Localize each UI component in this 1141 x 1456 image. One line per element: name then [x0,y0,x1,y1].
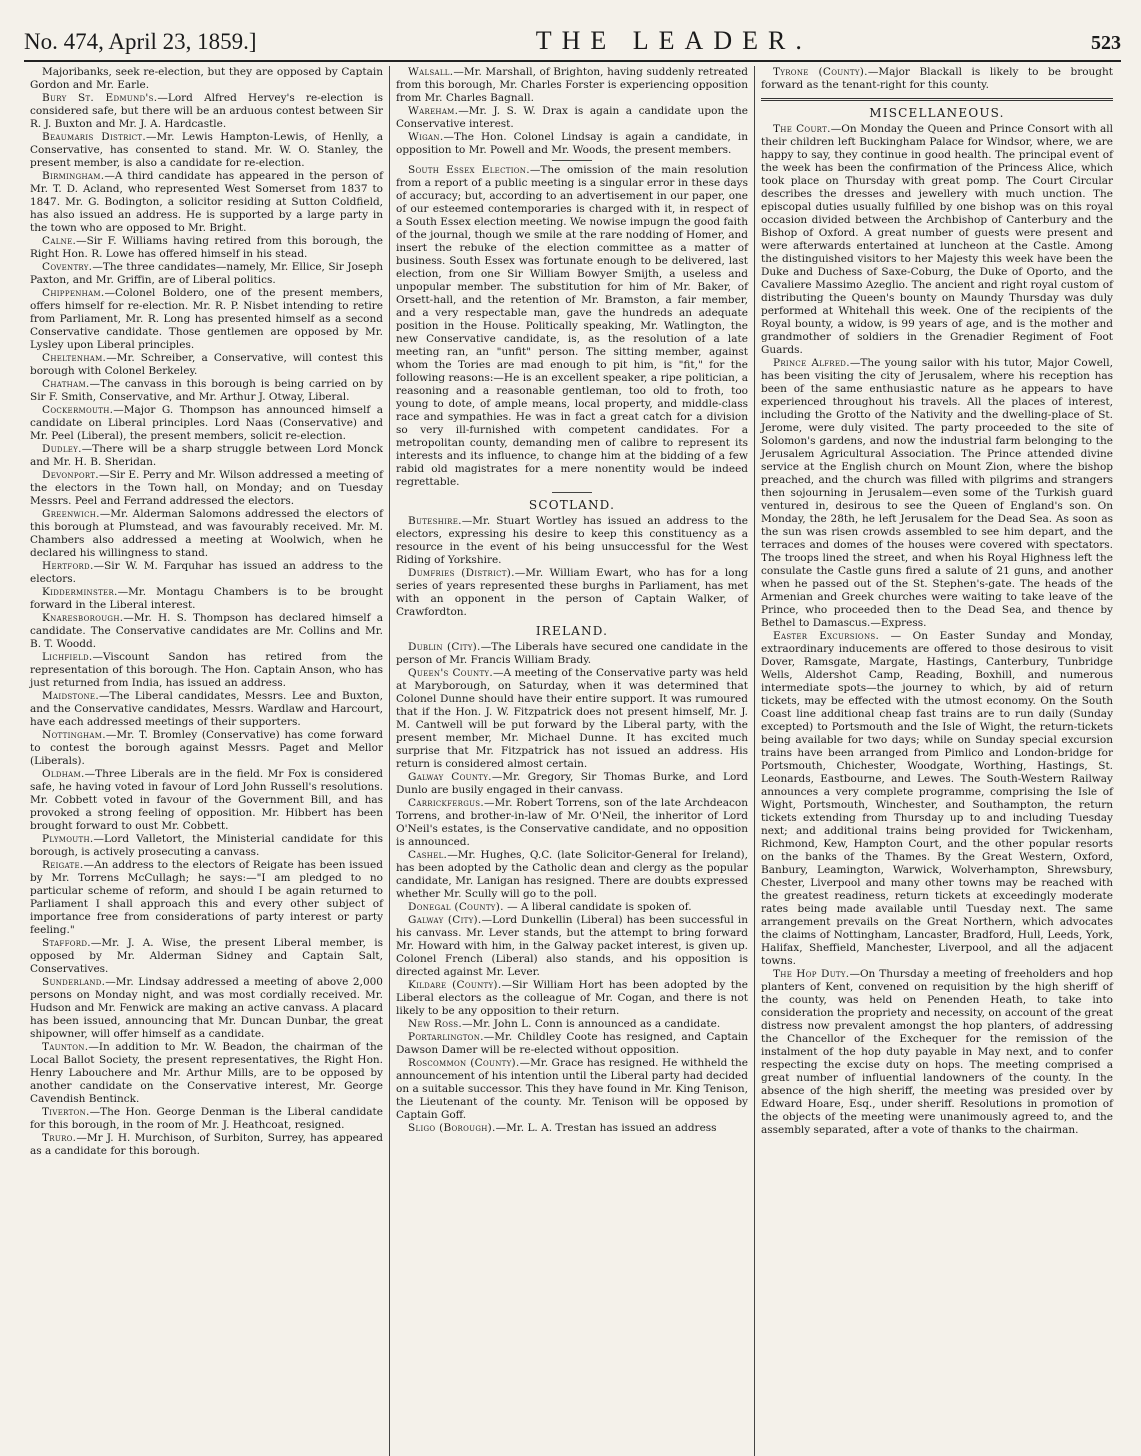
article-lead: Stafford. [42,937,91,949]
article-list [396,66,748,157]
article-body: —The young sailor with his tutor, Major Cowell, has been visiting the city of Jerusalem, where his reception has been of the same enthusiastic nature as he appears to have experienced throughout his travels. All the places of interest, including the Grotto of the Nativity and the dwelling-place of St. Jerome, were duly visited. The party proceeded to the site of Solomon's gardens, and now the industrial farm belonging to the Jerusalem Agricultural Association. The Prince attended divine service at the English church on Mount Zion, where the bishop preached, and the church was filled with pilgrims and strangers then sojourning in Jerusalem—even some of the Turkish guard ventured in, desirous to see the Queen of England's son. On Monday, the 28th, he left Jerusalem for the Dead Sea. As soon as the sun was risen crowds assembled to see him depart, and the terraces and domes of the houses were covered with spectators. The troops lined the street, and when his Royal Highness left the consulate the Castle guns fired a salute of 21 guns, and another when he passed out of the St. Stephen's-gate. The heads of the Armenian and Greek churches were waiting to take leave of the Prince, who proceeded then to the Dead Sea, and thence by Bethel to Damascus.—Express. [761,357,1113,629]
article-lead: Wigan. [408,131,444,143]
column-1 [24,66,389,1456]
article-paragraph [396,105,748,131]
article-body: —Mr. Stuart Wortley has issued an address to the electors, expressing his desire to keep this constituency as a resource in the event of his being unsuccessful for the West Riding of Yorkshire. [396,515,748,566]
article-paragraph [30,469,383,508]
article-paragraph [30,352,383,378]
article-body: —Mr. T. Bromley (Conservative) has come forward to contest the borough against Messrs. Paget and Mellor (Liberals). [30,729,383,767]
article-paragraph [761,630,1113,968]
article-paragraph [396,667,748,771]
article-paragraph [30,937,383,976]
article-lead: Roscommon (County). [408,1057,520,1069]
article-list [396,641,748,1135]
article-lead: Tiverton. [42,1106,90,1118]
article-lead: Prince Alfred. [773,357,850,369]
article-lead: Dublin (City). [408,641,481,653]
article-body: —Sir W. M. Farquhar has issued an address to the electors. [30,560,383,585]
article-lead: Carrickfergus. [408,797,485,809]
article-body: —The Hon. George Denman is the Liberal candidate for this borough, in the room of Mr. J. Heathcoat, resigned. [30,1106,383,1131]
article-paragraph [30,560,383,586]
article-body: —On Monday the Queen and Prince Consort with all their children left Buckingham Palace for Windsor, where, we are happy to say, they continue in good health. The principal event of the week has been the confirmation of the Princess Alice, which took place on Thursday with great pomp. The Court Circular describes the dresses and jewellery with much unction. The episcopal duties usually fulfilled by one bishop was on this royal occasion divided between the Archbishop of Canterbury and the Bishop of Oxford. A great number of guests were present and were afterwards entertained at luncheon at the Castle. Among the distinguished visitors to her Majesty this week have been the Duke and Duchess of Saxe-Coburg, the Duke of Oporto, and the Cavaliere Massimo Azeglio. The ancient and right royal custom of distributing the Queen's bounty on Maundy Thursday was duly performed at Whitehall this week. One of the recipients of the Royal bounty, a widow, is 99 years of age, and is the mother and grandmother of soldiers in the Grenadier Regiment of Foot Guards. [761,123,1113,356]
article-body: —The Liberals have secured one candidate in the person of Mr. Francis William Brady. [396,641,748,666]
article-paragraph [396,914,748,979]
divider [552,492,592,493]
article-lead: Easter Excursions. [773,630,880,642]
article-body: —Mr. L. A. Trestan has issued an address [495,1122,717,1134]
article-body: —Mr. Grace has resigned. He withheld the announcement of his intention until the Liberal party had decided on a suitable successor. This they have found in Mr. King Tenison, the Lieutenant of the county. Mr. Tenison will be opposed by Captain Goff. [396,1057,749,1121]
columns [24,66,1121,1456]
article-paragraph [30,287,383,352]
article-body: — On Easter Sunday and Monday, extraordinary inducements are offered to those desirous to visit Dover, Ramsgate, Margate, Hastings, Canterbury, Tunbridge Wells, Aldershot Camp, Reading, Boxhill, and numerous intermediate spots—the journey to which, by aid of return tickets, may be effected with the utmost economy. On the South Coast line additional cheap fast trains are to run daily (Sunday excepted) to Portsmouth and the Isle of Wight, the return-tickets being available for two days; while on Sunday special excursion trains have been arranged from Pimlico and London-bridge for Portsmouth, Chichester, Woodgate, Worthing, Hastings, St. Leonards, Eastbourne, and Lewes. The South-Western Railway announces a very complete programme, comprising the Isle of Wight, Portsmouth, Winchester, and Southampton, the return tickets extending from Thursday up to and including Tuesday next; and additional trains being provided for Twickenham, Richmond, Kew, Hampton Court, and the other popular resorts on the banks of the Thames. By the Great Western, Oxford, Banbury, Leamington, Warwick, Wolverhampton, Shrewsbury, Chester, Liverpool and many other towns may be reached with the greatest readiness, return tickets at exceedingly moderate rates being made available until Tuesday next. The same arrangement prevails on the Great Northern, which advocates the claims of Nottingham, Lancaster, Bradford, Hull, Leeds, York, Halifax, Sheffield, Manchester, Liverpool, and all the adjacent towns. [761,630,1113,967]
article-paragraph [396,849,748,901]
article-lead: The Hop Duty. [773,968,850,980]
article-paragraph [396,797,748,849]
article-body: —In addition to Mr. W. Beadon, the chairman of the Local Ballot Society, the present representatives, the Right Hon. Henry Labouchere and Mr. Arthur Mills, are to be opposed by another candidate on the Conservative interest, Mr. George Cavendish Bentinck. [30,1041,383,1105]
article-body: —Lord Valletort, the Ministerial candidate for this borough, is actively prosecuting a canvass. [30,833,383,858]
article-lead: Coventry. [42,261,93,273]
article-lead: Kildare (County). [408,979,502,991]
article-lead: Buteshire. [408,515,462,527]
article-body: —Lord Alfred Hervey's re-election is considered safe, but there will be an arduous contest between Sir R. J. Buxton and Mr. J. A. Hardcastle. [30,92,383,130]
article-paragraph [396,771,748,797]
article-lead: Birmingham. [42,170,105,182]
article-paragraph [30,690,383,729]
article-paragraph [30,651,383,690]
section-heading-miscellaneous: MISCELLANEOUS. [869,106,1005,120]
article-body: —The omission of the main resolution from a report of a public meeting is a singular error in these days of accuracy; but, according to an advertisement in our paper, one of our esteemed contemporaries is charged with it, in respect of a South Essex election meeting. We nowise impugn the good faith of the journal, though we smile at the rare nodding of Homer, and insert the rebuke of the election committee as a matter of business. South Essex was fortunate enough to be delivered, last election, from one Sir William Bowyer Smijth, a useless and unpopular member. The substitution for him of Mr. Baker, of Orsett-hall, and the retention of Mr. Bramston, a fair member, and a very respectable man, gave the hundreds an adequate position in the House. Politically speaking, Mr. Watlington, the new Conservative candidate, is, as the resolution of a late meeting ran, an "unfit" person. The sitting member, against whom the Tories are mad enough to pit him, is "fit," for the following reasons:—He is an excellent speaker, a ripe politician, a reasoning and a reasonable gentleman, too old to froth, too young to dote, of ample means, local property, and middle-class race and sympathies. He was in fact a great catch for a division so very ill-furnished with competent candidates. For a metropolitan county, demanding men of calibre to represent its interests and its influence, to change him at the bidding of a few rabid old magistrates for a mere nonentity would be indeed regrettable. [396,164,748,488]
article-body: —The Liberal candidates, Messrs. Lee and Buxton, and the Conservative candidates, Messrs. Wardlaw and Harcourt, have each addressed meetings of their supporters. [30,690,383,728]
column-2 [389,66,754,1456]
article-body: —Mr. Schreiber, a Conservative, will contest this borough with Colonel Berkeley. [30,352,383,377]
article-paragraph [30,131,383,170]
article-paragraph [30,859,383,937]
masthead [24,26,1121,62]
article-lead: Dudley. [42,443,82,455]
article-body: —Mr. Alderman Salomons addressed the electors of this borough at Plumstead, and was favourably received. Mr. M. Chambers also addressed a meeting at Woolwich, when he declared his willingness to stand. [30,508,383,559]
article-lead: Calne. [42,235,77,247]
article-lead: Cockermouth. [42,404,114,416]
article-lead: Plymouth. [42,833,94,845]
article-lead: Chatham. [42,378,90,390]
article-paragraph [30,66,383,92]
article-body: —Mr. J. A. Wise, the present Liberal member, is opposed by Mr. Alderman Sidney and Captain Salt, Conservatives. [30,937,383,975]
page-number: 523 [1091,32,1121,54]
article-lead: Galway (City). [408,914,482,926]
article-body: —Mr. Hughes, Q.C. (late Solicitor-General for Ireland), has been adopted by the Catholic dean and clergy as the popular candidate, Mr. Lanigan has resigned. There are doubts expressed whether Mr. Scully will go to the poll. [396,849,748,900]
article-lead: Reigate. [42,859,84,871]
article-lead: The Court. [773,123,831,135]
article-lead: Chippenham. [42,287,105,299]
article-body: —Major G. Thompson has announced himself a candidate on Liberal principles. Lord Naas (Conservative) and Mr. Peel (Liberal), the present members, solicit re-election. [30,404,383,442]
article-lead: Greenwich. [42,508,100,520]
article-body: —A third candidate has appeared in the person of Mr. T. D. Acland, who represented West Somerset from 1837 to 1847. Mr. G. Bodington, a solicitor residing at Sutton Coldfield, has also issued an address. He is supported by a large party in the town who are opposed to Mr. Bright. [30,170,383,234]
article-lead: Galway County. [408,771,492,783]
article-list [396,515,748,619]
article-body: —Mr. J. S. W. Drax is again a candidate upon the Conservative interest. [396,105,748,130]
article-body: —Mr. Marshall, of Brighton, having suddenly retreated from this borough, Mr. Charles Forster is experiencing opposition from Mr. Charles Bagnall. [396,66,748,104]
article-paragraph [396,515,748,567]
article-body: — A liberal candidate is spoken of. [503,901,692,913]
article-paragraph [30,976,383,1041]
column-3 [754,66,1119,1456]
article-paragraph [396,979,748,1018]
article-paragraph [396,567,748,619]
article-body: —Major Blackall is likely to be brought forward as the tenant-right for this county. [761,66,1114,91]
article-body: —Sir E. Perry and Mr. Wilson addressed a meeting of the electors in the Town hall, on Monday; and on Tuesday Messrs. Peel and Ferrand addressed the electors. [30,469,383,507]
article-list [761,66,1113,92]
article-body: —Lord Dunkellin (Liberal) has been successful in his canvass. Mr. Lever stands, but the attempt to bring forward Mr. Howard with him, in the Galway packet interest, is given up. Colonel French (Liberal) also stands, and his opposition is directed against Mr. Lever. [396,914,748,978]
article-paragraph [761,123,1113,357]
article-body: —Mr. Lewis Hampton-Lewis, of Henlly, a Conservative, has consented to stand. Mr. W. O. Stanley, the present member, is also a candidate for re-election. [30,131,383,169]
article-body: —Colonel Boldero, one of the present members, offers himself for re-election. Mr. R. P. Nisbet intending to retire from Parliament, Mr. R. Long has presented himself as a second Conservative candidate. Those gentlemen are opposed by Mr. Lysley upon Liberal principles. [30,287,383,351]
article-paragraph [396,1057,748,1122]
section-heading-scotland: SCOTLAND. [528,498,616,512]
article-lead: Kidderminster. [42,586,118,598]
article-paragraph [30,235,383,261]
article-body: —Sir William Hort has been adopted by the Liberal electors as the colleague of Mr. Cogan, and there is not likely to be any opposition to their return. [396,979,748,1017]
article-lead: Beaumaris District. [42,131,147,143]
article-body: —Mr. H. S. Thompson has declared himself a candidate. The Conservative candidates are Mr. Collins and Mr. B. T. Woodd. [30,612,383,650]
article-paragraph [30,378,383,404]
article-body: —Mr. Gregory, Sir Thomas Burke, and Lord Dunlo are busily engaged in their canvass. [396,771,749,796]
article-body: —Viscount Sandon has retired from the representation of this borough. The Hon. Captain Anson, who has just returned from India, has issued an address. [30,651,383,689]
article-body: —A meeting of the Conservative party was held at Maryborough, on Saturday, when it was determined that Colonel Dunne should have their entire support. It was rumoured that if the Hon. J. W. Fitzpatrick does not present himself, Mr. J. M. Cantwell will be put forward by the Liberal party, with the present member, Mr. Michael Dunne. It has excited much surprise that Mr. Fitzpatrick has not issued an address. His return is considered almost certain. [396,667,749,770]
article-lead: Cheltenham. [42,352,107,364]
article-body: —The three candidates—namely, Mr. Ellice, Sir Joseph Paxton, and Mr. Griffin, are of Liberal politics. [30,261,383,286]
article-body: —On Thursday a meeting of freeholders and hop planters of Kent, convened on requisition by the high sheriff of the county, was held on Penenden Heath, to take into consideration the propriety and necessity, on account of the great distress now prevalent amongst the hop planters, of addressing the Chancellor of the Exchequer for the remission of the instalment of the hop duty payable in May next, and to confer respecting the excise duty on hops. The meeting comprised a great number of influential landowners of the county. In the absence of the high sheriff, the meeting was presided over by Edward Hoare, Esq., under sheriff. Resolutions in promotion of the objects of the meeting were unanimously agreed to, and the assembly separated, after a vote of thanks to the chairman. [761,968,1113,1136]
divider [552,160,592,161]
article-body: —Mr. Childley Coote has resigned, and Captain Dawson Damer will be re-elected without opposition. [396,1031,748,1056]
article-body: —Mr. Montagu Chambers is to be brought forward in the Liberal interest. [30,586,383,611]
article-lead: Nottingham. [42,729,106,741]
article-lead: Oldham. [42,768,85,780]
article-paragraph [30,170,383,235]
article-paragraph [30,729,383,768]
article-paragraph [30,92,383,131]
article-lead: Cashel. [408,849,448,861]
article-lead: Dumfries (District). [408,567,515,579]
publication-title: THE LEADER. [535,26,812,55]
article-body: —An address to the electors of Reigate has been issued by Mr. Torrens McCullagh; he says:—"I am pledged to no particular scheme of reform, and should I be again returned to Parliament I shall approach this and every other subject of importance free from considerations of party interest or party feeling." [30,859,383,936]
article-paragraph [30,508,383,560]
article-paragraph [30,1041,383,1106]
article-body: —Mr. Lindsay addressed a meeting of above 2,000 persons on Monday night, and was most cordially received. Mr. Hudson and Mr. Fenwick are making an active canvass. A placard has been issued, announcing that Mr. Duncan Dunbar, the great shipowner, will offer himself as a candidate. [30,976,383,1040]
article-lead: Donegal (County). [408,901,504,913]
article-lead: Wareham. [408,105,459,117]
article-lead: Taunton. [42,1041,89,1053]
article-paragraph [30,833,383,859]
article-body: —Mr. William Ewart, who has for a long series of years represented these burghs in Parliament, has met with an opponent in the person of Captain Walker, of Crawfordton. [396,567,748,618]
article-paragraph [30,404,383,443]
article-body: —Three Liberals are in the field. Mr Fox is considered safe, he having voted in favour of Lord John Russell's resolutions. Mr. Cobbett voted in favour of the Government Bill, and has provoked a strong feeling of opposition. Mr. Hibbert has been brought forward to oust Mr. Cobbett. [30,768,383,832]
article-lead: Maidstone. [42,690,99,702]
article-body: —The Hon. Colonel Lindsay is again a candidate, in opposition to Mr. Powell and Mr. Woods, the present members. [396,131,748,156]
article-lead: South Essex Election. [408,164,530,176]
article-paragraph [30,612,383,651]
article-paragraph [30,443,383,469]
article-paragraph [396,901,748,914]
issue-line: No. 474, April 23, 1859.] [24,29,257,54]
article-paragraph [396,641,748,667]
article-list [761,123,1113,1137]
article-paragraph [30,1132,383,1158]
article-lead: Tyrone (County). [773,66,868,78]
article-body: Majoribanks, seek re-election, but they are opposed by Captain Gordon and Mr. Earle. [30,66,383,91]
article-lead: Portarlington. [408,1031,484,1043]
article-lead: New Ross. [408,1018,462,1030]
article-lead: Walsall. [408,66,454,78]
article-body: —Mr. Robert Torrens, son of the late Archdeacon Torrens, and brother-in-law of Mr. O'Neil, the inheritor of Lord O'Neil's estates, is the Conservative candidate, and no opposition is announced. [396,797,748,848]
article-list [30,66,383,1158]
article-paragraph [30,261,383,287]
article-body: —The canvass in this borough is being carried on by Sir F. Smith, Conservative, and Mr. Arthur J. Otway, Liberal. [30,378,383,403]
article-paragraph [761,968,1113,1137]
article-lead: Bury St. Edmund's. [42,92,158,104]
article-paragraph [30,768,383,833]
article-paragraph [396,1018,748,1031]
article-lead: Hertford. [42,560,94,572]
article-lead: Lichfield. [42,651,93,663]
article-list [396,164,748,489]
article-lead: Sligo (Borough). [408,1122,496,1134]
article-paragraph [761,357,1113,630]
article-lead: Queen's County. [408,667,493,679]
article-body: —Mr J. H. Murchison, of Surbiton, Surrey, has appeared as a candidate for this borough. [30,1132,383,1157]
article-paragraph [396,66,748,105]
article-lead: Knaresborough. [42,612,124,624]
section-divider [761,98,1113,101]
article-body: —Sir F. Williams having retired from this borough, the Right Hon. R. Lowe has offered himself in his stead. [30,235,383,260]
article-lead: Devonport. [42,469,99,481]
article-paragraph [396,164,748,489]
article-paragraph [396,1122,748,1135]
article-paragraph [396,131,748,157]
article-paragraph [396,1031,748,1057]
article-lead: Sunderland. [42,976,106,988]
article-body: —Mr. John L. Conn is announced as a candidate. [461,1018,721,1030]
article-paragraph [30,1106,383,1132]
section-heading-ireland: IRELAND. [535,624,609,638]
article-paragraph [30,586,383,612]
article-lead: Truro. [42,1132,77,1144]
article-body: —There will be a sharp struggle between Lord Monck and Mr. H. B. Sheridan. [30,443,383,468]
article-paragraph [761,66,1113,92]
